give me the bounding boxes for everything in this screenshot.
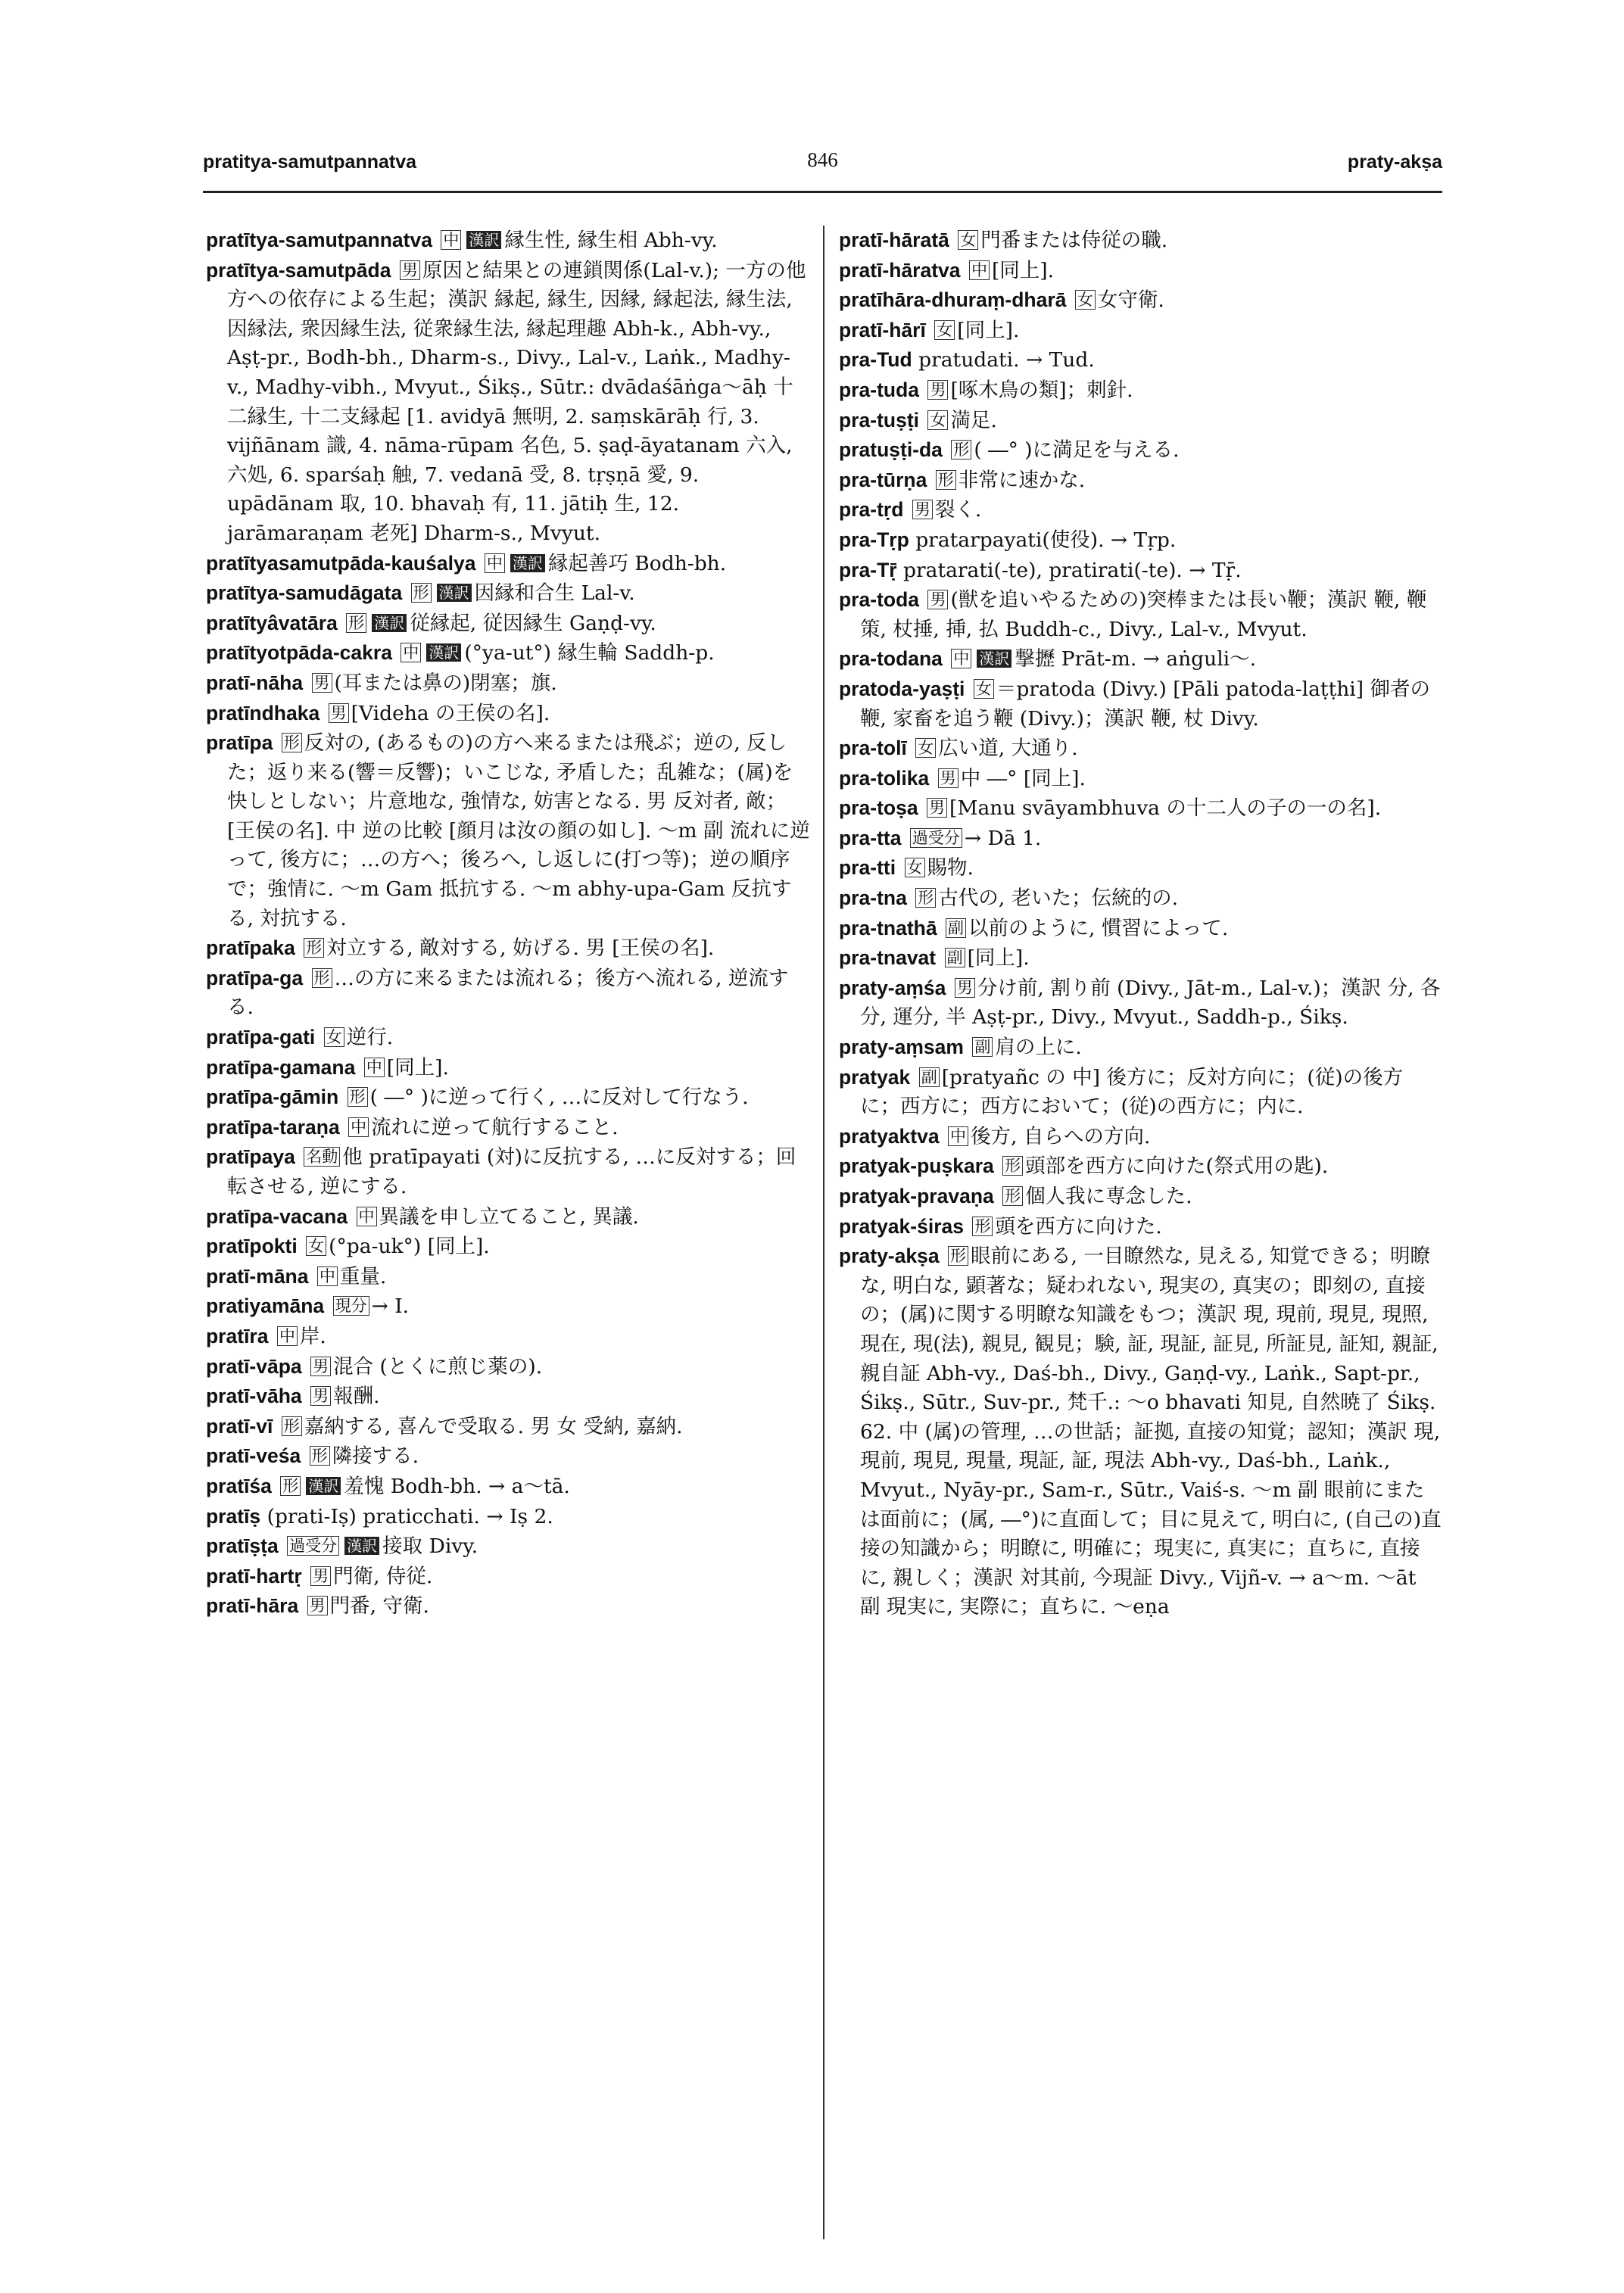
dictionary-entry	[839, 285, 1442, 316]
dictionary-entry	[206, 1113, 810, 1143]
grammar-badge: 中	[441, 230, 461, 250]
grammar-badge: 男	[927, 380, 948, 400]
entry-definition: → I.	[371, 1294, 410, 1319]
entry-headword: pratī-hāratā	[839, 229, 949, 251]
entry-definition: 裂く.	[934, 498, 982, 522]
entry-definition: 嘉納する, 喜んで受取る. 男 女 受納, 嘉納.	[304, 1414, 683, 1438]
entry-definition: [pratyañc の 中] 後方に；反対方向に；(従)の後方に；西方に；西方において；(従)の西方に；内に.	[860, 1065, 1404, 1119]
entry-headword: pratītya-samutpāda	[206, 258, 391, 282]
translation-tag: 漢訳	[426, 643, 461, 662]
entry-headword: pra-tolī	[839, 737, 907, 760]
entry-definition: [同上].	[991, 258, 1055, 282]
grammar-badge: 男	[307, 1596, 328, 1615]
grammar-badge: 形	[348, 1087, 368, 1107]
entry-headword: pratuṣṭi-da	[839, 438, 943, 462]
grammar-badge: 形	[936, 470, 956, 490]
entry-definition: [Manu svāyambhuva の十二人の子の一の名].	[949, 796, 1382, 821]
entry-headword: pratī-hāra	[206, 1594, 299, 1618]
dictionary-entry	[206, 1531, 810, 1562]
entry-headword: pratīṣ	[206, 1504, 261, 1528]
dictionary-entry	[206, 1142, 810, 1201]
entry-headword: pratītyasamutpāda-kauśalya	[206, 551, 476, 575]
entry-definition: 分け前, 割り前 (Divy., Jāt-m., Lal-v.)；漢訳 分, 各分, 運分, 半 Aṣṭ-pr., Divy., Mvyut., Saddh-p., Śikṣ.	[860, 976, 1441, 1030]
dictionary-entry	[839, 1122, 1442, 1152]
entry-headword: pratīpa-taraṇa	[206, 1115, 340, 1139]
entry-definition: 接取 Divy.	[382, 1534, 478, 1559]
entry-definition: 以前のように, 慣習によって.	[968, 916, 1229, 940]
dictionary-entry	[206, 578, 810, 609]
dictionary-entry	[839, 1151, 1442, 1182]
entry-headword: pratīpokti	[206, 1235, 298, 1258]
grammar-badge: 形	[915, 888, 936, 908]
entry-headword: pratīśa	[206, 1474, 272, 1497]
grammar-badge: 形	[346, 613, 366, 633]
entry-definition: 他 pratīpayati (対)に反抗する, …に反対する；回転させる, 逆にする.	[227, 1145, 796, 1198]
translation-tag: 漢訳	[372, 614, 407, 632]
grammar-badge: 副	[946, 918, 966, 938]
entry-headword: pratī-veśa	[206, 1444, 301, 1468]
entry-definition: 広い道, 大通り.	[938, 737, 1078, 761]
grammar-badge: 男	[927, 590, 948, 609]
grammar-badge: 名動	[304, 1147, 340, 1167]
entry-definition: 古代の, 老いた；伝統的の.	[938, 886, 1179, 911]
left-column	[206, 226, 810, 2270]
entry-headword: praty-aṃśa	[839, 976, 946, 999]
grammar-badge: 形	[282, 1416, 302, 1436]
entry-definition: 羞愧 Bodh-bh. → a～tā.	[344, 1474, 570, 1498]
entry-headword: pra-toda	[839, 588, 919, 612]
entry-definition: pratarati(-te), pratirati(-te). → Tṝ.	[903, 558, 1242, 582]
entry-headword: pratītya-samudāgata	[206, 581, 403, 605]
grammar-badge: 形	[951, 440, 971, 460]
entry-definition: [啄木鳥の類]；刺針.	[950, 378, 1133, 402]
dictionary-entry	[206, 549, 810, 579]
entry-definition: 岸.	[299, 1324, 326, 1348]
entry-headword: pratīndhaka	[206, 701, 320, 724]
entry-headword: pratīṣṭa	[206, 1534, 279, 1558]
grammar-badge: 中	[948, 1126, 968, 1146]
grammar-badge: 男	[955, 978, 975, 998]
dictionary-entry	[206, 1262, 810, 1292]
grammar-badge: 女	[905, 858, 925, 877]
entry-headword: pra-tta	[839, 826, 902, 849]
dictionary-entry	[206, 1382, 810, 1412]
entry-headword: pratyak-pravaṇa	[839, 1185, 994, 1207]
dictionary-entry	[839, 375, 1442, 406]
entry-definition: pratudati. → Tud.	[918, 348, 1095, 372]
dictionary-entry	[839, 1033, 1442, 1063]
entry-definition: 門衛, 侍従.	[333, 1564, 433, 1588]
dictionary-entry	[206, 1291, 810, 1322]
entry-definition: 重量.	[339, 1264, 387, 1288]
entry-definition: 頭部を西方に向けた(祭式用の匙).	[1025, 1154, 1329, 1179]
entry-definition: (°ya-ut°) 縁生輪 Saddh-p.	[464, 641, 715, 665]
entry-definition: (°pa-uk°) [同上].	[329, 1235, 490, 1259]
entry-headword: pratīpa-gamana	[206, 1055, 356, 1079]
dictionary-entry	[206, 728, 810, 933]
dictionary-entry	[206, 1202, 810, 1232]
dictionary-entry	[839, 1212, 1442, 1242]
entry-headword: pratī-hāratva	[839, 258, 961, 282]
grammar-badge: 男	[927, 798, 947, 818]
grammar-badge: 男	[310, 1357, 331, 1376]
grammar-badge: 女	[915, 738, 936, 758]
grammar-badge: 形	[282, 733, 302, 752]
dictionary-entry	[206, 1053, 810, 1083]
dictionary-entry	[839, 256, 1442, 286]
dictionary-entry	[839, 406, 1442, 436]
dictionary-entry	[206, 1591, 810, 1622]
grammar-badge: 男	[310, 1386, 331, 1406]
entry-definition: 隣接する.	[332, 1444, 419, 1469]
grammar-badge: 中	[401, 643, 421, 662]
entry-headword: pra-todana	[839, 647, 943, 671]
entry-definition: [Videha の王侯の名].	[351, 701, 550, 725]
dictionary-entry	[839, 914, 1442, 944]
dictionary-entry	[206, 699, 810, 729]
entry-headword: pra-tuda	[839, 378, 919, 401]
entry-definition: 個人我に専念した.	[1025, 1185, 1192, 1208]
grammar-badge: 女	[927, 410, 948, 430]
entry-headword: pratyak-puṣkara	[839, 1154, 994, 1178]
grammar-badge: 女	[324, 1027, 344, 1047]
grammar-badge: 男	[310, 1566, 331, 1586]
grammar-badge: 中	[364, 1058, 385, 1077]
entry-definition: 縁生性, 縁生相 Abh-vy.	[504, 229, 718, 252]
entry-headword: pratīpaya	[206, 1145, 295, 1169]
entry-definition: (獣を追いやるための)突棒または長い鞭；漢訳 鞭, 鞭策, 杖捶, 挿, 払 Buddh-c., Divy., Lal-v., Mvyut.	[860, 588, 1427, 641]
grammar-badge: 中	[317, 1266, 338, 1286]
dictionary-entry	[206, 1352, 810, 1382]
entry-definition: 反対の, (あるもの)の方へ来るまたは飛ぶ；逆の, 反した；返り来る(響＝反響)；いこじな, 矛盾した；乱雑な；(属)を快しとしない；片意地な, 強情な, 妨害となる. 男 反対者, 敵；[王侯の名]. 中 逆の比較 [顔月は汝の顔の如し]. ～m 副 流れに逆って, 後方に；…の方へ；後ろへ, し返しに(打つ等)；逆の順序で；強情に. ～m Gam 抵抗する. ～m abhy-upa-Gam 反抗する, 対抗する.	[227, 731, 810, 930]
grammar-badge: 現分	[333, 1296, 369, 1316]
entry-headword: pra-tna	[839, 886, 907, 910]
entry-headword: pratīpa-ga	[206, 966, 304, 989]
grammar-badge: 男	[400, 260, 420, 280]
dictionary-entry	[206, 1441, 810, 1472]
grammar-badge: 男	[912, 500, 933, 519]
dictionary-entry	[206, 226, 810, 256]
entry-definition: 頭を西方に向けた.	[995, 1214, 1162, 1238]
entry-headword: pra-toṣa	[839, 796, 918, 820]
entry-definition: 報酬.	[333, 1385, 380, 1409]
entry-definition: (prati-Iṣ) praticchati. → Iṣ 2.	[267, 1504, 553, 1528]
entry-definition: 混合 (とくに煎じ薬の).	[333, 1354, 543, 1379]
dictionary-entry	[839, 644, 1442, 675]
entry-headword: pra-tnavat	[839, 946, 937, 970]
page-number: 846	[807, 148, 838, 171]
entry-headword: pratīpa-gāmin	[206, 1086, 339, 1109]
grammar-badge: 中	[357, 1207, 377, 1226]
entry-definition: ( ―° )に満足を与える.	[974, 438, 1180, 463]
dictionary-entry	[206, 1412, 810, 1442]
entry-definition: [同上].	[967, 946, 1030, 970]
entry-definition: 従縁起, 従因縁生 Gaṇḍ-vy.	[410, 611, 656, 635]
entry-headword: pratiyamāna	[206, 1294, 325, 1318]
dictionary-entry	[839, 226, 1442, 256]
translation-tag: 漢訳	[437, 584, 472, 602]
grammar-badge: 副	[972, 1037, 993, 1057]
entry-headword: praty-akṣa	[839, 1245, 940, 1268]
entry-headword: pratīpa-vacana	[206, 1204, 348, 1228]
dictionary-entry	[206, 1562, 810, 1592]
entry-headword: pratyaktva	[839, 1124, 940, 1148]
dictionary-entry	[839, 883, 1442, 914]
entry-headword: pra-tūrṇa	[839, 468, 927, 491]
grammar-badge: 副	[945, 948, 965, 967]
entry-headword: pratīpaka	[206, 936, 295, 960]
entry-definition: [同上].	[386, 1055, 449, 1080]
dictionary-entry	[839, 495, 1442, 525]
dictionary-entry	[839, 734, 1442, 764]
entry-headword: pratī-vāha	[206, 1385, 302, 1408]
entry-headword: pratī-vāpa	[206, 1354, 302, 1378]
entry-headword: pra-tṛd	[839, 498, 904, 522]
entry-headword: pratī-nāha	[206, 671, 304, 694]
header-right-headword: praty-akṣa	[1347, 151, 1442, 173]
entry-headword: pratī-hārī	[839, 318, 926, 341]
grammar-badge: 女	[974, 679, 994, 699]
right-column	[839, 226, 1442, 2270]
entry-definition: [同上].	[957, 318, 1020, 342]
grammar-badge: 女	[1075, 290, 1096, 310]
dictionary-entry	[206, 638, 810, 668]
grammar-badge: 中	[348, 1117, 369, 1137]
entry-definition: 因縁和合生 Lal-v.	[474, 581, 635, 606]
translation-tag: 漢訳	[466, 231, 501, 249]
entry-definition: 眼前にある, 一目瞭然な, 見える, 知覚できる；明瞭な, 明白な, 顕著な；疑われない, 現実の, 真実の；即刻の, 直接の；(属)に関する明瞭な知識をもつ；漢訳 現, 現前, 現見, 現照, 現在, 現(法), 親見, 観見；験, 証, 現証, 証見, 所証見, 証知, 親証, 親自証 Abh-vy., Daś-bh., Divy., Gaṇḍ-vy., Laṅk., Sapt-pr., Śikṣ., Sūtr., Suv-pr., 梵千.: ～o bhavati 知見, 自然暁了 Śikṣ. 62. 中 (属)の管理, …の世話；証拠, 直接の知覚；認知；漢訳 現, 現前, 現見, 現量, 現証, 証, 現法 Abh-vy., Daś-bh., Laṅk., Mvyut., Nyāy-pr., Sam-r., Sūtr., Vaiś-s. ～m 副 眼前にまたは面前に；(属, ―°)に直面して；目に見えて, 明白に, (自己の)直接の知識から；明瞭に, 明確に；現実に, 真実に；直ちに, 直接に, 親しく；漢訳 対其前, 今現証 Divy., Vijñ-v. → a～m. ～āt 副 現実に, 実際に；直ちに. ～eṇa	[860, 1245, 1442, 1619]
dictionary-entry	[839, 1242, 1442, 1622]
dictionary-entry	[839, 974, 1442, 1033]
grammar-badge: 形	[280, 1476, 301, 1496]
entry-definition: pratarpayati(使役). → Tṛp.	[915, 528, 1177, 552]
entry-headword: pra-tolika	[839, 766, 930, 790]
dictionary-entry	[206, 256, 810, 549]
dictionary-entry	[206, 933, 810, 964]
entry-headword: pra-Tṝ	[839, 558, 897, 581]
entry-headword: praty-aṃsam	[839, 1036, 964, 1059]
dictionary-entry	[206, 1502, 810, 1532]
entry-definition: 後方, 自らへの方向.	[971, 1124, 1151, 1148]
grammar-badge: 形	[304, 938, 324, 958]
entry-headword: pratyak	[839, 1065, 911, 1089]
entry-definition: → Dā 1.	[964, 826, 1042, 850]
entry-headword: pratoda-yaṣṭi	[839, 677, 965, 700]
entry-definition: 撃攊 Prāt-m. → aṅguli～.	[1015, 647, 1257, 671]
dictionary-entry	[839, 556, 1442, 586]
grammar-badge: 形	[972, 1217, 993, 1236]
dictionary-entry	[839, 316, 1442, 346]
entry-definition: 門番または侍従の職.	[980, 229, 1168, 252]
entry-headword: pra-tnathā	[839, 916, 937, 939]
grammar-badge: 女	[934, 320, 955, 340]
entry-definition: ( ―° )に逆って行く, …に反対して行なう.	[369, 1086, 749, 1110]
entry-headword: pra-tuṣṭi	[839, 408, 919, 431]
grammar-badge: 形	[1002, 1156, 1023, 1176]
entry-definition: 原因と結果との連鎖関係(Lal-v.); 一方の他方への依存による生起；漢訳 縁起, 縁生, 因縁, 縁起法, 縁生法, 因縁法, 衆因縁生法, 従衆縁生法, 縁起理趣 Abh-k., Abh-vy., Aṣṭ-pr., Bodh-bh., Dharm-s., Divy., Lal-v., Laṅk., Madhy-v., Madhy-vibh., Mvyut., Śikṣ., Sūtr.: dvādaśāṅga～āḥ 十二縁生, 十二支縁起 [1. avidyā 無明, 2. saṃskārāḥ 行, 3. vijñānam 識, 4. nāma-rūpam 名色, 5. ṣaḍ-āyatanam 六入, 六処, 6. sparśaḥ 触, 7. vedanā 受, 8. tṛṣṇā 愛, 9. upādānam 取, 10. bhavaḥ 有, 11. jātiḥ 生, 12. jarāmaraṇam 老死] Dharm-s., Mvyut.	[227, 258, 806, 545]
grammar-badge: 形	[948, 1246, 968, 1266]
dictionary-entry	[839, 853, 1442, 883]
grammar-badge: 中	[485, 553, 505, 573]
dictionary-entry	[206, 1232, 810, 1262]
entry-headword: pratītya-samutpannatva	[206, 229, 432, 251]
grammar-badge: 男	[312, 673, 332, 693]
dictionary-entry	[206, 1023, 810, 1053]
entry-definition: ＝pratoda (Divy.) [Pāli patoda-laṭṭhi] 御者の鞭, 家畜を追う鞭 (Divy.)；漢訳 鞭, 杖 Divy.	[860, 677, 1431, 731]
dictionary-entry	[839, 675, 1442, 734]
entry-definition: 非常に速かな.	[958, 468, 1086, 492]
dictionary-entry	[839, 824, 1442, 854]
grammar-badge: 女	[306, 1236, 326, 1256]
dictionary-entry	[839, 585, 1442, 644]
grammar-badge: 中	[951, 649, 971, 668]
entry-definition: 逆行.	[346, 1026, 394, 1050]
translation-tag: 漢訳	[306, 1477, 341, 1495]
grammar-badge: 中	[277, 1326, 298, 1346]
dictionary-entry	[839, 764, 1442, 794]
header-rule	[203, 191, 1442, 193]
entry-definition: …の方に来るまたは流れる；後方へ流れる, 逆流する.	[227, 966, 789, 1020]
entry-headword: pratī-vī	[206, 1414, 273, 1438]
entry-definition: (耳または鼻の)閉塞；旗.	[334, 671, 557, 695]
grammar-badge: 形	[310, 1446, 330, 1466]
dictionary-entry	[839, 525, 1442, 556]
dictionary-entry	[839, 435, 1442, 466]
entry-definition: 中 ―° [同上].	[960, 766, 1086, 790]
grammar-badge: 過受分	[910, 828, 962, 848]
dictionary-entry	[206, 1083, 810, 1113]
grammar-badge: 形	[411, 583, 432, 603]
entry-headword: pra-tti	[839, 856, 896, 880]
grammar-badge: 形	[1002, 1186, 1023, 1206]
entry-definition: 対立する, 敵対する, 妨げる. 男 [王侯の名].	[326, 936, 715, 961]
entry-headword: pratīpa-gati	[206, 1026, 316, 1049]
grammar-badge: 女	[958, 230, 978, 250]
entry-definition: 女守衛.	[1097, 288, 1164, 313]
entry-headword: pratī-māna	[206, 1264, 309, 1288]
entry-headword: pratīpa	[206, 731, 273, 755]
entry-definition: 門番, 守衛.	[329, 1594, 429, 1618]
header-left-headword: pratitya-samutpannatva	[203, 151, 417, 173]
grammar-badge: 男	[938, 768, 959, 788]
entry-headword: pratīhāra-dhuraṃ-dharā	[839, 288, 1067, 312]
entry-headword: pratītyotpāda-cakra	[206, 641, 392, 665]
dictionary-entry	[206, 668, 810, 699]
entry-headword: pratītyâvatāra	[206, 611, 338, 634]
translation-tag: 漢訳	[510, 554, 545, 572]
grammar-badge: 男	[329, 703, 349, 723]
entry-headword: pra-Tṛp	[839, 528, 909, 551]
grammar-badge: 形	[312, 968, 332, 988]
entry-definition: 賜物.	[927, 856, 974, 880]
entry-headword: pratīra	[206, 1324, 269, 1347]
dictionary-entry	[206, 609, 810, 639]
dictionary-entry	[206, 964, 810, 1023]
entry-definition: 流れに逆って航行すること.	[371, 1115, 619, 1139]
dictionary-entry	[839, 345, 1442, 375]
entry-headword: pratī-hartṛ	[206, 1564, 302, 1587]
dictionary-entry	[839, 1063, 1442, 1122]
translation-tag: 漢訳	[344, 1537, 379, 1555]
entry-definition: 肩の上に.	[995, 1036, 1082, 1060]
dictionary-entry	[206, 1472, 810, 1502]
grammar-badge: 中	[969, 260, 990, 280]
dictionary-entry	[839, 943, 1442, 974]
running-header	[203, 148, 1442, 185]
entry-headword: pra-Tud	[839, 348, 912, 372]
dictionary-entry	[839, 793, 1442, 824]
entry-definition: 満足.	[950, 408, 997, 432]
grammar-badge: 過受分	[287, 1536, 339, 1556]
entry-definition: 異議を申し立てること, 異議.	[379, 1204, 639, 1229]
translation-tag: 漢訳	[977, 650, 1011, 668]
column-divider	[823, 226, 824, 2239]
entry-definition: 縁起善巧 Bodh-bh.	[547, 551, 727, 575]
entry-headword: pratyak-śiras	[839, 1214, 964, 1238]
dictionary-entry	[206, 1322, 810, 1352]
dictionary-entry	[839, 1182, 1442, 1212]
dictionary-entry	[839, 466, 1442, 496]
grammar-badge: 副	[919, 1067, 940, 1087]
